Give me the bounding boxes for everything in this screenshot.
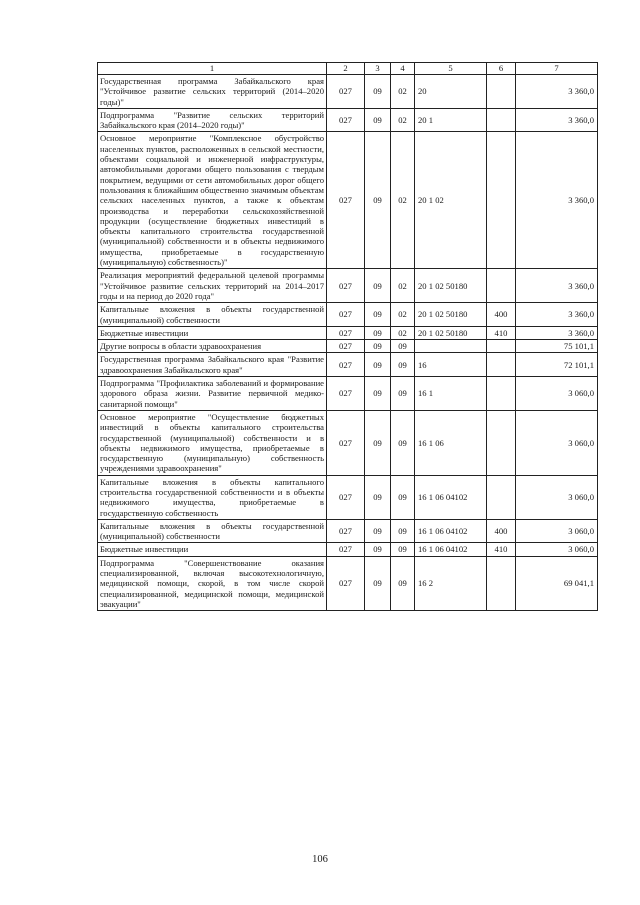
department-code-cell: 027 [327, 269, 365, 303]
target-article-cell: 20 1 02 50180 [415, 303, 487, 327]
department-code-cell: 027 [327, 75, 365, 109]
expense-type-cell [487, 108, 516, 132]
section-code-cell: 09 [365, 519, 391, 543]
target-article-cell: 20 1 02 50180 [415, 326, 487, 339]
amount-cell: 3 360,0 [516, 269, 598, 303]
target-article-cell: 20 [415, 75, 487, 109]
subsection-code-cell: 09 [391, 519, 415, 543]
target-article-cell: 16 [415, 353, 487, 377]
expense-type-cell: 410 [487, 326, 516, 339]
table-row [98, 475, 598, 519]
target-article-cell: 20 1 02 [415, 132, 487, 269]
department-code-cell: 027 [327, 132, 365, 269]
amount-cell: 75 101,1 [516, 340, 598, 353]
row-name-cell: Основное мероприятие "Комплексное обустройство населенных пунктов, расположенных в сельской местности, объектами социальной и инженерной инфраструктуры, автомобильными дорогами общего пользования с твердым покрытием, ведущими от сети автомобильных дорог общего пользования к ближайшим общественно значимым объектам сельских населенных пунктов, а также к объектам производства и переработки сельскохозяйственной продукции (осуществление бюджетных инвестиций в объекты капитального строительства государственной (муниципальной) собственности и в объекты недвижимого имущества, приобретаемые в государственную (муниципальную) собственность)" [98, 132, 327, 269]
row-name-cell: Другие вопросы в области здравоохранения [98, 340, 327, 353]
department-code-cell: 027 [327, 108, 365, 132]
department-code-cell: 027 [327, 326, 365, 339]
column-header: 1 [98, 63, 327, 75]
subsection-code-cell: 09 [391, 410, 415, 475]
department-code-cell: 027 [327, 475, 365, 519]
table-row [98, 303, 598, 327]
subsection-code-cell: 02 [391, 269, 415, 303]
row-name-cell: Бюджетные инвестиции [98, 326, 327, 339]
expense-type-cell [487, 410, 516, 475]
subsection-code-cell: 02 [391, 326, 415, 339]
subsection-code-cell: 09 [391, 377, 415, 411]
amount-cell: 3 060,0 [516, 519, 598, 543]
row-name-cell: Подпрограмма "Развитие сельских территорий Забайкальского края (2014–2020 годы)" [98, 108, 327, 132]
expense-type-cell [487, 132, 516, 269]
section-code-cell: 09 [365, 326, 391, 339]
department-code-cell: 027 [327, 519, 365, 543]
table-row [98, 326, 598, 339]
section-code-cell: 09 [365, 75, 391, 109]
table-row [98, 132, 598, 269]
subsection-code-cell: 02 [391, 303, 415, 327]
target-article-cell: 16 1 06 04102 [415, 475, 487, 519]
column-header: 2 [327, 63, 365, 75]
table-row [98, 108, 598, 132]
target-article-cell: 20 1 [415, 108, 487, 132]
section-code-cell: 09 [365, 410, 391, 475]
subsection-code-cell: 02 [391, 75, 415, 109]
subsection-code-cell: 09 [391, 556, 415, 610]
row-name-cell: Подпрограмма "Профилактика заболеваний и формирование здорового образа жизни. Развитие первичной медико-санитарной помощи" [98, 377, 327, 411]
expense-type-cell [487, 475, 516, 519]
department-code-cell: 027 [327, 410, 365, 475]
row-name-cell: Капитальные вложения в объекты капитального строительства государственной собственности и в объекты недвижимого имущества, приобретаемые в государственную собственность [98, 475, 327, 519]
target-article-cell: 16 1 06 04102 [415, 543, 487, 556]
table-row [98, 543, 598, 556]
column-header: 7 [516, 63, 598, 75]
expense-type-cell [487, 377, 516, 411]
amount-cell: 69 041,1 [516, 556, 598, 610]
section-code-cell: 09 [365, 543, 391, 556]
page-number: 106 [312, 854, 328, 865]
section-code-cell: 09 [365, 475, 391, 519]
row-name-cell: Государственная программа Забайкальского края "Устойчивое развитие сельских территорий (2014–2020 годы)" [98, 75, 327, 109]
row-name-cell: Капитальные вложения в объекты государственной (муниципальной) собственности [98, 519, 327, 543]
subsection-code-cell: 02 [391, 132, 415, 269]
amount-cell: 72 101,1 [516, 353, 598, 377]
section-code-cell: 09 [365, 303, 391, 327]
section-code-cell: 09 [365, 340, 391, 353]
amount-cell: 3 060,0 [516, 543, 598, 556]
table-row [98, 519, 598, 543]
target-article-cell: 16 2 [415, 556, 487, 610]
target-article-cell: 16 1 06 [415, 410, 487, 475]
table-row [98, 353, 598, 377]
table-row [98, 269, 598, 303]
table-row [98, 75, 598, 109]
section-code-cell: 09 [365, 556, 391, 610]
section-code-cell: 09 [365, 269, 391, 303]
amount-cell: 3 060,0 [516, 410, 598, 475]
department-code-cell: 027 [327, 303, 365, 327]
expense-type-cell [487, 340, 516, 353]
amount-cell: 3 360,0 [516, 75, 598, 109]
column-header: 3 [365, 63, 391, 75]
subsection-code-cell: 09 [391, 475, 415, 519]
subsection-code-cell: 02 [391, 108, 415, 132]
row-name-cell: Реализация мероприятий федеральной целевой программы "Устойчивое развитие сельских территорий на 2014–2017 годы и на период до 2020 года" [98, 269, 327, 303]
department-code-cell: 027 [327, 556, 365, 610]
row-name-cell: Подпрограмма "Совершенствование оказания специализированной, включая высокотехнологичную, медицинской помощи, скорой, в том числе скорой специализированной, медицинской помощи, медицинской эвакуации" [98, 556, 327, 610]
row-name-cell: Основное мероприятие "Осуществление бюджетных инвестиций в объекты капитального строительства государственной (муниципальной) собственности и в объекты недвижимого имущества, приобретаемые в государственную (муниципальную) собственность учреждениями здравоохранения" [98, 410, 327, 475]
row-name-cell: Государственная программа Забайкальского края "Развитие здравоохранения Забайкальского края" [98, 353, 327, 377]
expense-type-cell: 400 [487, 303, 516, 327]
row-name-cell: Капитальные вложения в объекты государственной (муниципальной) собственности [98, 303, 327, 327]
column-header: 5 [415, 63, 487, 75]
column-header: 4 [391, 63, 415, 75]
department-code-cell: 027 [327, 543, 365, 556]
budget-table [97, 62, 598, 611]
subsection-code-cell: 09 [391, 543, 415, 556]
subsection-code-cell: 09 [391, 353, 415, 377]
section-code-cell: 09 [365, 353, 391, 377]
table-header-row [98, 63, 598, 75]
target-article-cell: 16 1 [415, 377, 487, 411]
table-row [98, 410, 598, 475]
expense-type-cell [487, 353, 516, 377]
section-code-cell: 09 [365, 132, 391, 269]
target-article-cell: 16 1 06 04102 [415, 519, 487, 543]
target-article-cell [415, 340, 487, 353]
column-header: 6 [487, 63, 516, 75]
expense-type-cell [487, 556, 516, 610]
amount-cell: 3 360,0 [516, 132, 598, 269]
table-row [98, 340, 598, 353]
amount-cell: 3 060,0 [516, 377, 598, 411]
expense-type-cell: 400 [487, 519, 516, 543]
amount-cell: 3 060,0 [516, 475, 598, 519]
table-row [98, 556, 598, 610]
amount-cell: 3 360,0 [516, 108, 598, 132]
row-name-cell: Бюджетные инвестиции [98, 543, 327, 556]
subsection-code-cell: 09 [391, 340, 415, 353]
amount-cell: 3 360,0 [516, 326, 598, 339]
target-article-cell: 20 1 02 50180 [415, 269, 487, 303]
department-code-cell: 027 [327, 377, 365, 411]
section-code-cell: 09 [365, 377, 391, 411]
expense-type-cell [487, 75, 516, 109]
amount-cell: 3 360,0 [516, 303, 598, 327]
table-row [98, 377, 598, 411]
section-code-cell: 09 [365, 108, 391, 132]
expense-type-cell: 410 [487, 543, 516, 556]
expense-type-cell [487, 269, 516, 303]
department-code-cell: 027 [327, 353, 365, 377]
department-code-cell: 027 [327, 340, 365, 353]
